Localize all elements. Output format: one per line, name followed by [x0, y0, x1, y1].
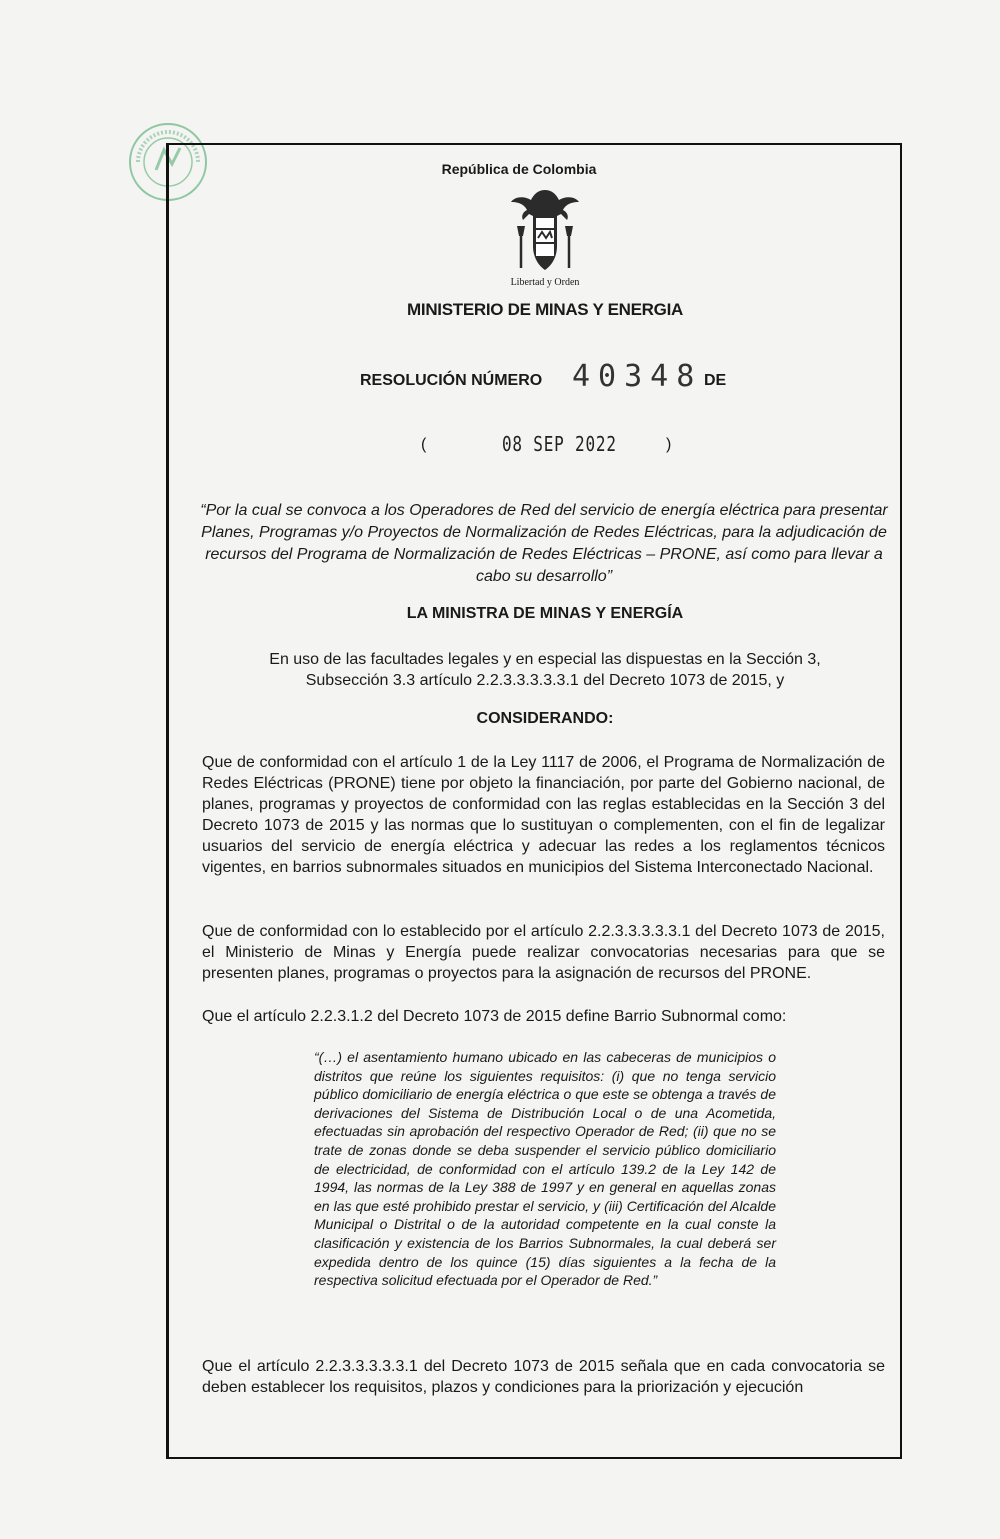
paragraph-1: Que de conformidad con el artículo 1 de la Ley 1117 de 2006, el Programa de Normalización de Redes Eléctricas (PRONE) tiene por objeto la financiación, por parte del Gobierno nacional, de planes, programas y proyectos de conformidad con las reglas establecidas en la Sección 3 del Decreto 1073 de 2015 y las normas que lo sustituyan o complementen, con el fin de legalizar usuarios del servicio de energía eléctrica y adecuar las redes a los reglamentos técnicos vigentes, en barrios subnormales situados en municipios del Sistema Interconectado Nacional. — [202, 754, 885, 876]
date-paren-close: ) — [666, 436, 672, 453]
paragraph-3: Que el artículo 2.2.3.1.2 del Decreto 1073 de 2015 define Barrio Subnormal como: — [202, 1008, 787, 1025]
resolution-de: DE — [704, 372, 727, 389]
minister-title: LA MINISTRA DE MINAS Y ENERGÍA — [406, 605, 684, 622]
paragraph-2: Que de conformidad con lo establecido por el artículo 2.2.3.3.3.3.3.1 del Decreto 1073 de 2015, el Ministerio de Minas y Energía puede realizar convocatorias necesarias para que se presenten planes, programas o proyectos para la asignación de recursos del PRONE. — [202, 923, 885, 982]
ministry-name: MINISTERIO DE MINAS Y ENERGIA — [407, 300, 683, 319]
coat-of-arms-icon — [507, 186, 583, 278]
resolution-number: 40348 — [572, 359, 703, 394]
country-name: República de Colombia — [441, 161, 597, 177]
national-motto: Libertad y Orden — [510, 277, 580, 288]
authority-statement: En uso de las facultades legales y en especial las dispuestas en la Sección 3, Subsección 3.3 artículo 2.2.3.3.3.3.3.1 del Decreto 1073 de 2015, y — [269, 651, 821, 689]
resolution-date: 08 SEP 2022 — [502, 432, 617, 456]
block-quote: “(…) el asentamiento humano ubicado en las cabeceras de municipios o distritos que reúne los siguientes requisitos: (i) que no tenga servicio público domiciliario de energía eléctrica o que este se obtenga a través de derivaciones del Sistema de Distribución Local o de una Acometida, efectuadas sin aprobación del respectivo Operador de Red; (ii) que no se trate de zonas donde se deba suspender el servicio público domiciliario de electricidad, de conformidad con el artículo 139.2 de la Ley 142 de 1994, las normas de la Ley 388 de 1997 y en general en aquellas zonas en las que esté prohibido prestar el servicio, y (iii) Certificación del Alcalde Municipal o Distrital o de la autoridad competente en la cual conste la clasificación y existencia de los Barrios Subnormales, la cual deberá ser expedida dentro de los quince (15) días siguientes a la fecha de la respectiva solicitud efectuada por el Operador de Red.” — [314, 1049, 776, 1289]
resolution-subject: “Por la cual se convoca a los Operadores de Red del servicio de energía eléctrica para presentar Planes, Programas y/o Proyectos de Normalización de Redes Eléctricas, para la adjudicación de recursos del Programa de Normalización de Redes Eléctricas – PRONE, así como para llevar a cabo su desarrollo” — [200, 502, 888, 585]
date-paren-open: ( — [421, 436, 427, 453]
paragraph-4: Que el artículo 2.2.3.3.3.3.3.1 del Decreto 1073 de 2015 señala que en cada convocatoria se deben establecer los requisitos, plazos y condiciones para la priorización y ejecución — [202, 1358, 885, 1396]
resolution-label: RESOLUCIÓN NÚMERO — [360, 372, 543, 389]
considerando-heading: CONSIDERANDO: — [476, 710, 614, 727]
